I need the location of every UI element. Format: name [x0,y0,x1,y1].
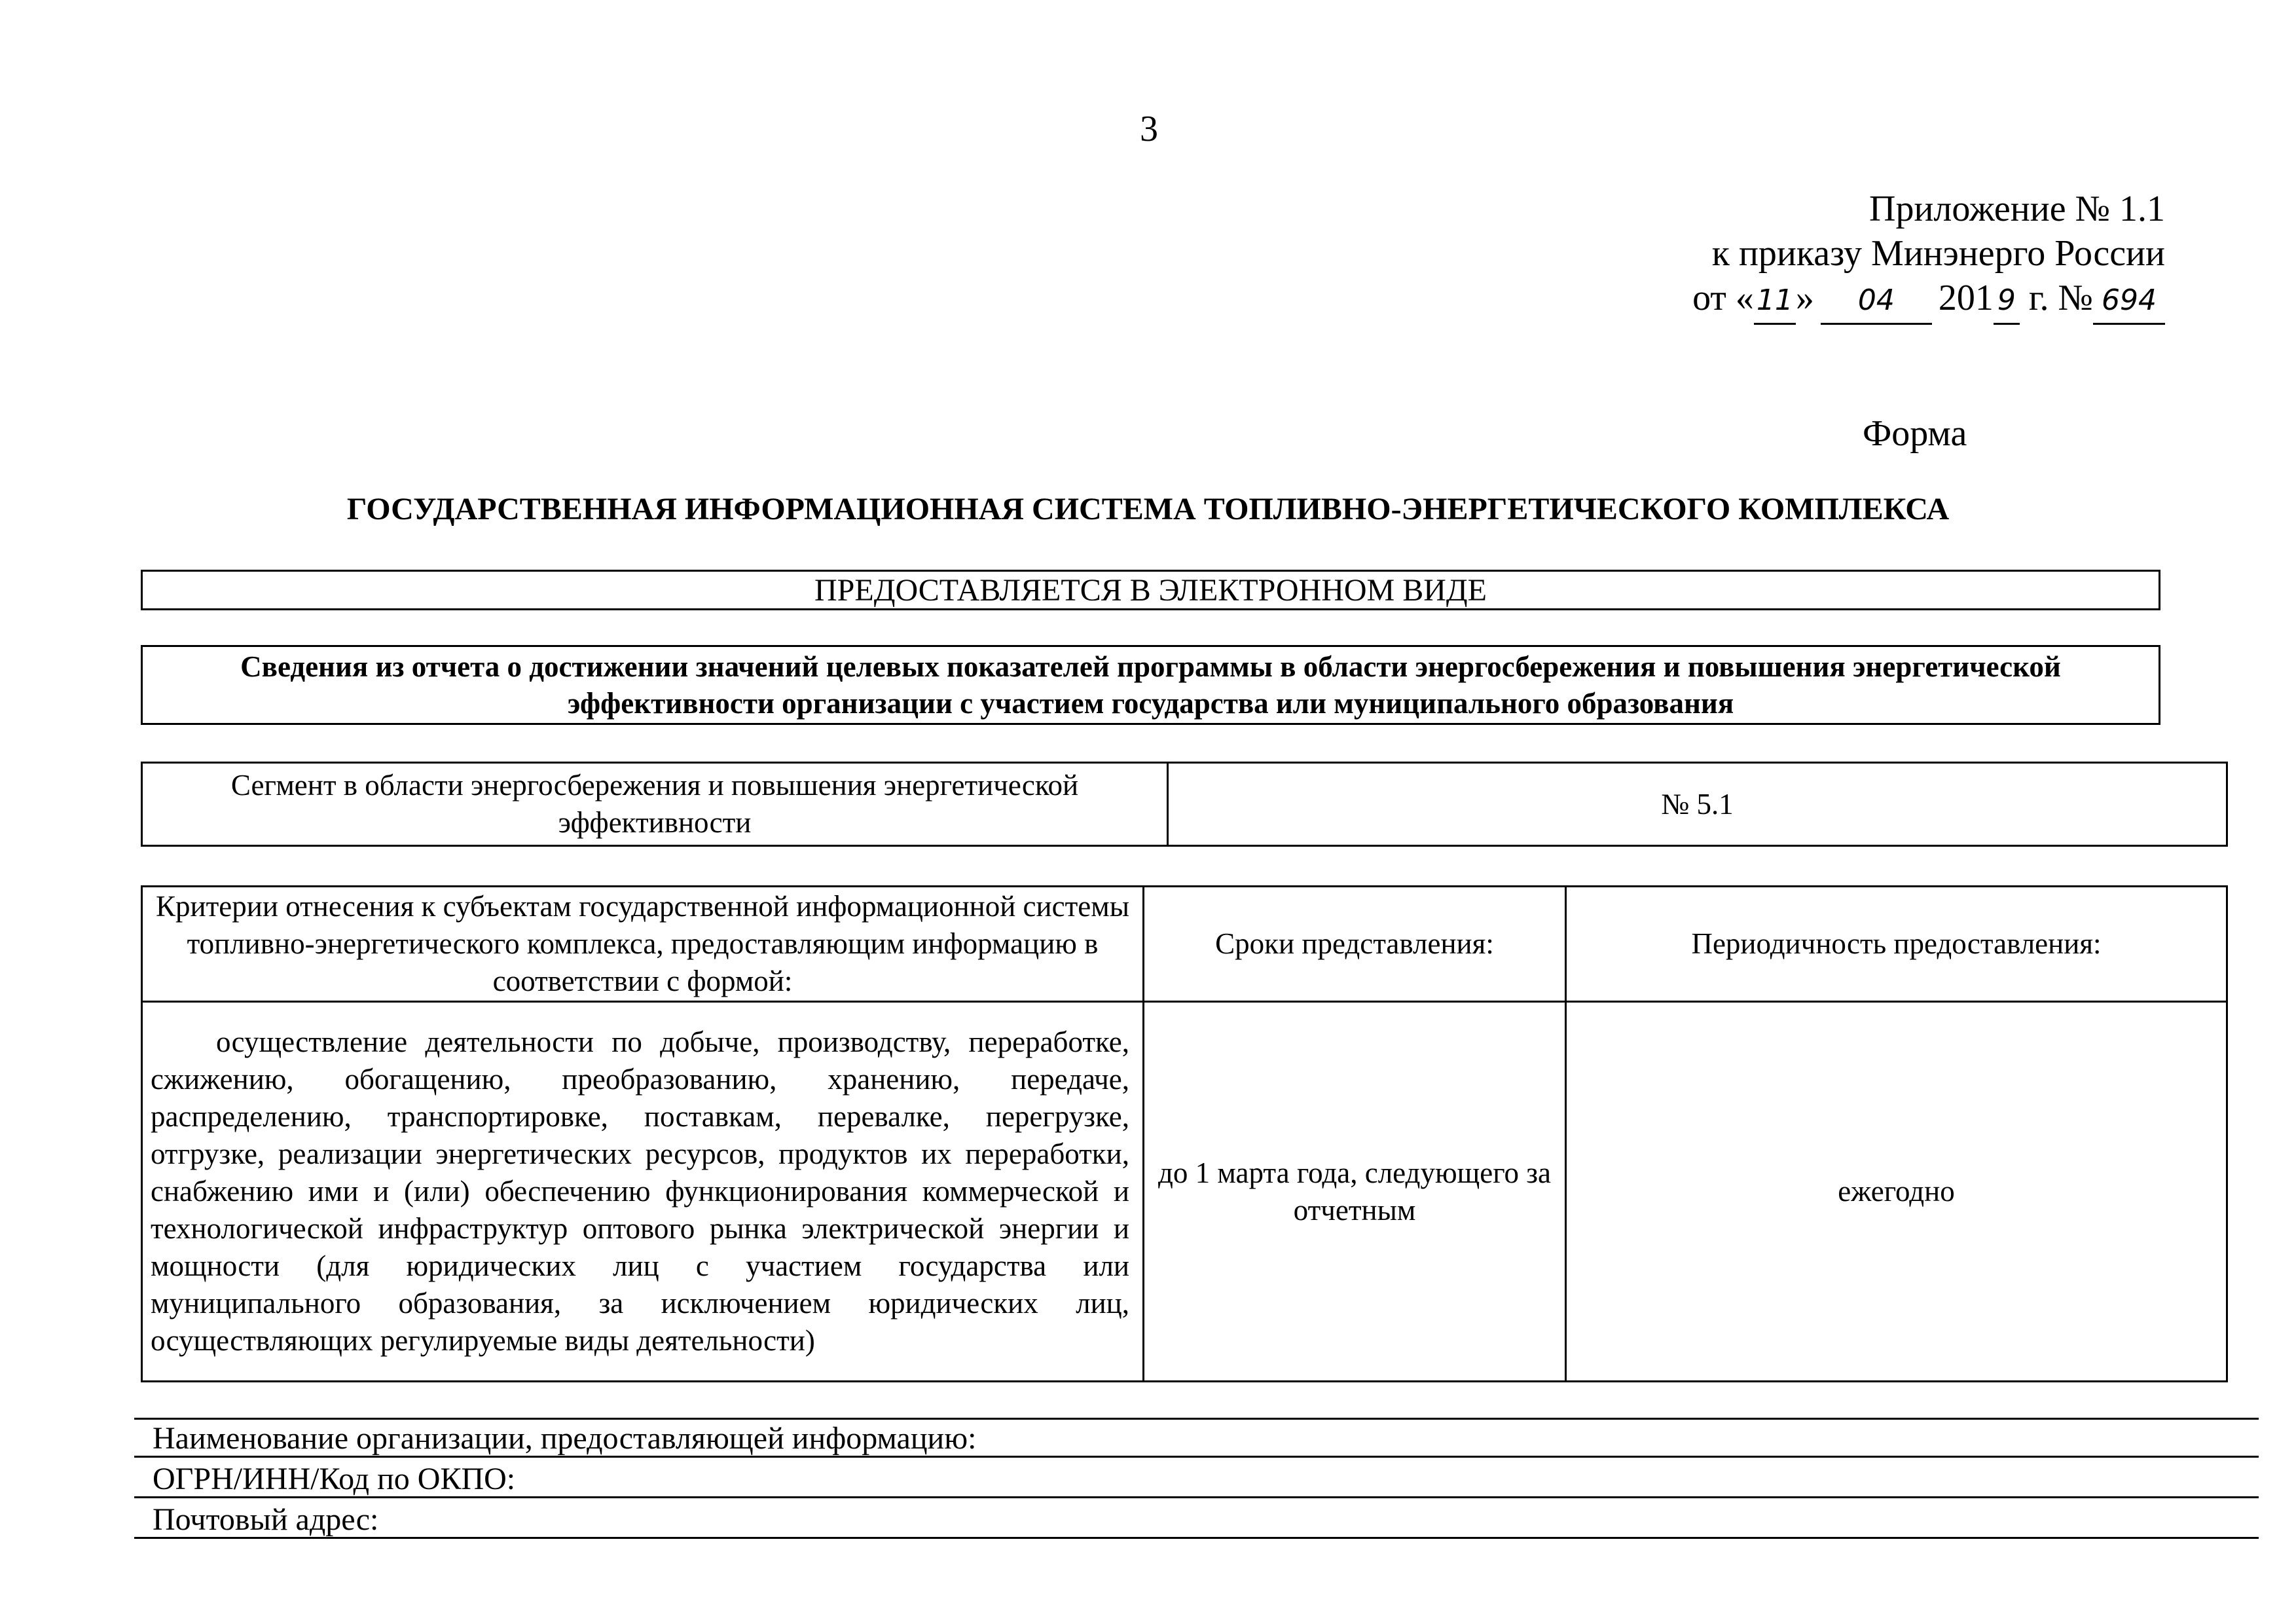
segment-table [141,762,2228,847]
electronic-notice-text: ПРЕДОСТАВЛЯЕТСЯ В ЭЛЕКТРОННОМ ВИДЕ [814,572,1487,608]
appendix-date-line [1692,276,2165,325]
system-title: ГОСУДАРСТВЕННАЯ ИНФОРМАЦИОННАЯ СИСТЕМА ТОПЛИВНО-ЭНЕРГЕТИЧЕСКОГО КОМПЛЕКСА [346,492,1950,526]
appendix-header [1692,187,2165,325]
handwritten-year-digit: 9 [1994,278,2020,325]
criteria-header-row [142,887,2227,1002]
date-mid: » [1795,278,1814,318]
segment-label: Сегмент в области энергосбережения и повышения энергетической эффективности [142,763,1168,846]
report-title-text: Сведения из отчета о достижении значений целевых показателей программы в области энергосбережения и повышения энергетической эффективности организации с участием государства или муниципального образования [240,650,2061,720]
handwritten-month: 04 [1821,278,1932,325]
criteria-body-row [142,1002,2227,1382]
org-name-field[interactable]: Наименование организации, предоставляющей информацию: [134,1418,2259,1458]
page-number: 3 [1140,109,1158,149]
segment-value: № 5.1 [1168,763,2227,846]
report-title-box [141,645,2160,725]
periodicity-cell: ежегодно [1566,1002,2227,1382]
date-prefix: от « [1692,278,1754,318]
appendix-order-ref: к приказу Минэнерго России [1711,233,2165,274]
criteria-text: осуществление деятельности по добыче, производству, переработке, сжижению, обогащению, преобразованию, хранению, передаче, распределению, транспортировке, поставкам, перевалке, перегрузке, отгрузке, реализации энергетических ресурсов, продуктов их переработки, снабжению ими и (или) обеспечению функционирования коммерческой и технологической инфраструктур оптового рынка электрической энергии и мощности (для юридических лиц с участием государства или муниципального образования, за исключением юридических лиц, осуществляющих регулируемые виды деятельности) [151,1025,1129,1357]
appendix-title: Приложение № 1.1 [1869,189,2165,229]
electronic-notice-box [141,570,2160,610]
handwritten-day: 11 [1754,278,1796,325]
header-deadline: Сроки представления: [1144,887,1566,1002]
header-criteria: Критерии отнесения к субъектам государственной информационной системы топливно-энергетического комплекса, предоставляющим информацию в соответствии с формой: [142,887,1144,1002]
year-prefix: 201 [1938,278,1994,318]
deadline-cell: до 1 марта года, следующего за отчетным [1144,1002,1566,1382]
header-periodicity: Периодичность предоставления: [1566,887,2227,1002]
org-ids-field[interactable]: ОГРН/ИНН/Код по ОКПО: [134,1459,2259,1498]
form-label: Форма [1863,413,1967,454]
handwritten-order-number: 694 [2093,278,2165,325]
criteria-table [141,885,2228,1382]
criteria-cell [142,1002,1144,1382]
org-postal-address-field[interactable]: Почтовый адрес: [134,1500,2259,1539]
number-label: г. № [2019,278,2093,318]
